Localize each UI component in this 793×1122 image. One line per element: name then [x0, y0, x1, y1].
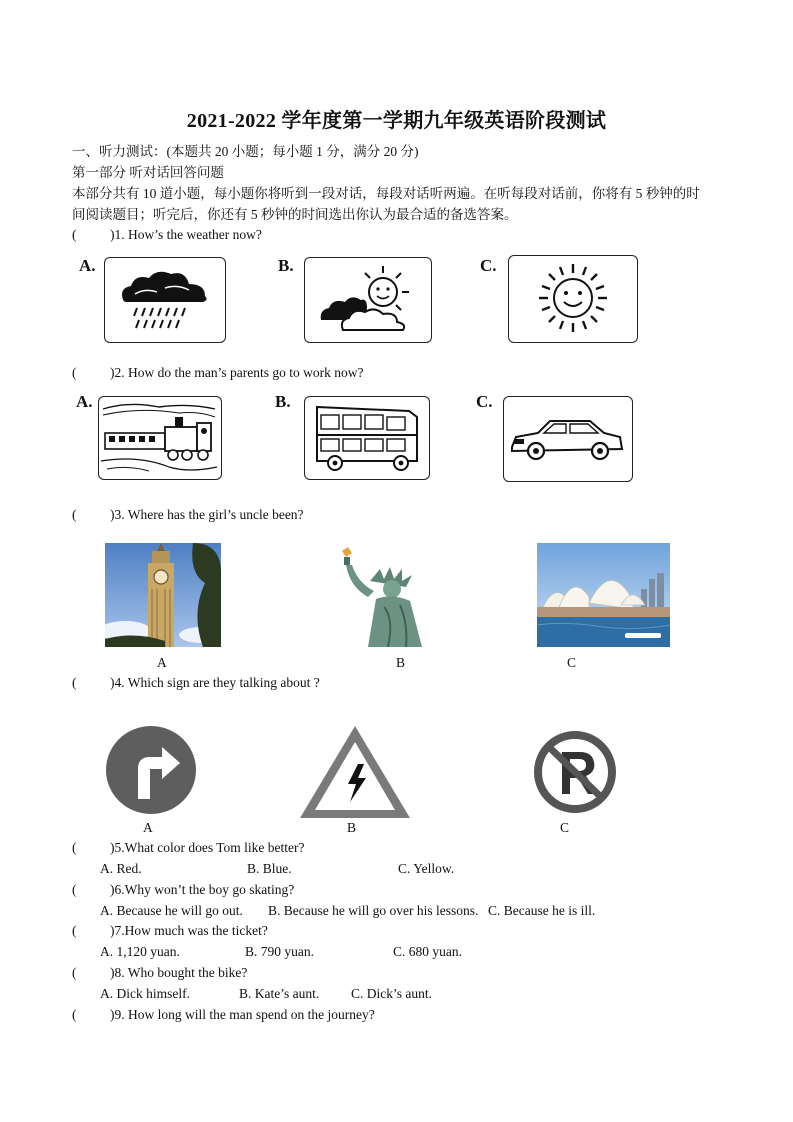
question-text: )8. Who bought the bike?	[110, 965, 248, 980]
question-2	[72, 365, 363, 381]
option-a[interactable]: A. Red.	[100, 861, 142, 876]
smiling-sun-icon	[509, 256, 635, 340]
question-3	[72, 507, 304, 523]
big-ben-photo	[105, 543, 221, 647]
option-image-c[interactable]	[508, 255, 638, 343]
option-image-a[interactable]	[104, 257, 226, 343]
sydney-opera-house-photo	[537, 543, 670, 647]
electric-hazard-sign	[296, 722, 414, 822]
option-c[interactable]: C. Yellow.	[398, 861, 455, 876]
question-text: )5.What color does Tom like better?	[110, 840, 305, 855]
option-image-b[interactable]	[296, 722, 414, 822]
answer-blank[interactable]: (	[72, 365, 77, 380]
option-caption-b: B	[396, 655, 406, 670]
question-text: )6.Why won’t the boy go skating?	[110, 882, 295, 897]
instructions-line-1: 本部分共有 10 道小题，每小题你将听到一段对话，每段对话听两遍。在听每段对话前，你将有 5 秒钟的时	[72, 186, 700, 201]
option-c[interactable]: C. Because he is ill.	[488, 903, 596, 918]
option-a[interactable]: A. Dick himself.	[100, 986, 190, 1001]
option-image-c[interactable]	[503, 396, 633, 482]
option-c[interactable]: C. Dick’s aunt.	[351, 986, 432, 1001]
train-icon	[99, 397, 219, 477]
sun-behind-cloud-icon	[305, 258, 429, 340]
option-b[interactable]: B. Kate’s aunt.	[239, 986, 320, 1001]
option-image-c[interactable]	[537, 543, 670, 647]
option-b[interactable]: B. 790 yuan.	[245, 944, 314, 959]
option-image-a[interactable]	[104, 725, 198, 815]
question-5	[72, 840, 305, 856]
option-caption-b: B	[347, 820, 357, 835]
instructions-line-2: 间阅读题目；听完后，你还有 5 秒钟的时间选出你认为最合适的备选答案。	[72, 207, 518, 222]
option-caption-a: A	[157, 655, 167, 670]
option-label-c: C.	[476, 392, 493, 411]
question-text: )2. How do the man’s parents go to work now?	[110, 365, 364, 380]
question-text: )4. Which sign are they talking about ?	[110, 675, 320, 690]
question-text: )9. How long will the man spend on the journey?	[110, 1007, 375, 1022]
question-text: )7.How much was the ticket?	[110, 923, 268, 938]
question-6	[72, 882, 294, 898]
question-8	[72, 965, 247, 981]
option-caption-c: C	[560, 820, 570, 835]
option-image-b[interactable]	[304, 257, 432, 343]
option-a[interactable]: A. 1,120 yuan.	[100, 944, 180, 959]
option-label-b: B.	[278, 256, 294, 275]
statue-of-liberty-photo	[328, 547, 438, 647]
turn-right-sign	[104, 725, 198, 815]
option-caption-c: C	[567, 655, 577, 670]
no-parking-sign	[532, 730, 618, 814]
page-title: 2021-2022 学年度第一学期九年级英语阶段测试	[186, 110, 607, 132]
car-icon	[504, 397, 630, 479]
answer-blank[interactable]: (	[72, 507, 77, 522]
option-label-a: A.	[79, 256, 96, 275]
question-text: )3. Where has the girl’s uncle been?	[110, 507, 304, 522]
option-b[interactable]: B. Blue.	[247, 861, 292, 876]
question-4	[72, 675, 320, 691]
answer-blank[interactable]: (	[72, 1007, 77, 1022]
option-a[interactable]: A. Because he will go out.	[100, 903, 243, 918]
question-7	[72, 923, 268, 939]
option-label-b: B.	[275, 392, 291, 411]
question-1	[72, 227, 262, 243]
double-decker-bus-icon	[305, 397, 427, 477]
answer-blank[interactable]: (	[72, 227, 77, 242]
option-image-b[interactable]	[304, 396, 430, 480]
option-image-a[interactable]	[98, 396, 222, 480]
option-c[interactable]: C. 680 yuan.	[393, 944, 462, 959]
answer-blank[interactable]: (	[72, 840, 77, 855]
part-heading: 第一部分 听对话回答问题	[72, 165, 224, 180]
option-label-a: A.	[76, 392, 93, 411]
option-image-b[interactable]	[328, 547, 438, 647]
option-image-a[interactable]	[105, 543, 221, 647]
option-label-c: C.	[480, 256, 497, 275]
question-text: )1. How’s the weather now?	[110, 227, 262, 242]
question-9	[72, 1007, 375, 1023]
option-b[interactable]: B. Because he will go over his lessons.	[268, 903, 479, 918]
answer-blank[interactable]: (	[72, 923, 77, 938]
option-caption-a: A	[143, 820, 153, 835]
section-heading: 一、听力测试：(本题共 20 小题；每小题 1 分，满分 20 分)	[72, 144, 419, 159]
option-image-c[interactable]	[532, 730, 618, 814]
answer-blank[interactable]: (	[72, 882, 77, 897]
answer-blank[interactable]: (	[72, 675, 77, 690]
answer-blank[interactable]: (	[72, 965, 77, 980]
rain-cloud-icon	[105, 258, 223, 340]
